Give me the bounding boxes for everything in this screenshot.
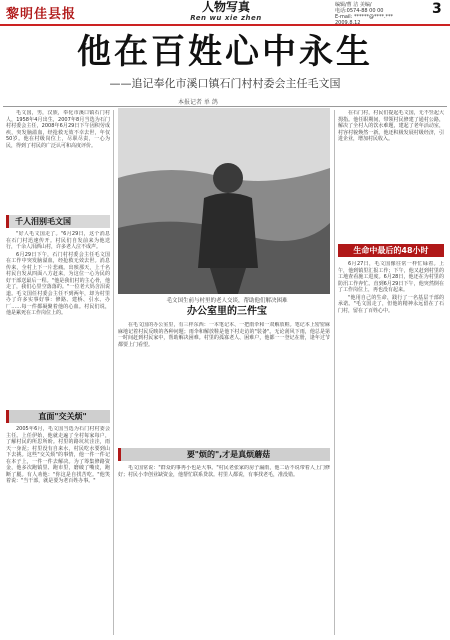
- portrait-photo: [118, 108, 330, 294]
- intro-paragraph: 毛文国，男，汉族，奉化市溪口镇石门村人，1958年4月出生，2007年8月当选为石门村村委会主任，2008年6月29日下午因积劳成疾，突发脑溢血，经抢救无效不幸去世，年仅50岁。他在村级岗位上，尽职尽责，一心为民，得到了村民的广泛认可和高度评价。: [6, 110, 110, 149]
- right-column-text: [338, 110, 444, 240]
- mid-column-text: [118, 322, 330, 442]
- photo-caption: 毛文国生前与村里的老人交谈，帮助他们解决困难: [166, 298, 288, 304]
- column-divider-right: [334, 110, 335, 635]
- left-paragraph-2: 2005年6月，毛文国当选为石门村村委会主任。上任伊始，他就走遍了全村每家每户，了解村民的所思所盼。村里的路坑坑洼洼，雨天一身泥；村里没有自来水，村民吃水要到山下去挑。这些"交关烦"的事情，他一件一件记在本子上，一件一件去解决。为了筹集修路资金，他多次跑镇里、跑市里，磨破了嘴皮，跑断了腿。有人劝他："你这是自找苦吃。"他笑着说："当干部，就是要为老百姓办事。": [6, 426, 110, 484]
- article-subhead: ——追记奉化市溪口镇石门村村委会主任毛文国: [109, 77, 341, 90]
- article-byline: 本报记者 单 鸽: [178, 99, 218, 106]
- section-title: [180, 1, 272, 23]
- issue-date: 2009.8.12: [335, 20, 361, 26]
- mid-paragraph-1: 在毛文国的办公室里，有三样东西：一本笔记本、一把雨伞和一双解放鞋。笔记本上密密麻麻地记着村民反映的各种问题；雨伞和解放鞋是他下村走访的"装备"。无论刮风下雨，他总是第一时间赶到村民家中，帮助解决困难。村里的孤寡老人、困难户，他都一一登记在册，逢年过节都要上门看望。: [118, 322, 330, 348]
- right-column-text-2: [338, 261, 444, 635]
- left-column-text: [6, 231, 110, 406]
- section-heading-left: 千人泪别毛文国: [6, 215, 110, 228]
- page-number: 3: [432, 1, 442, 17]
- editor-line: 编辑/曹 洁 美编/: [335, 2, 372, 8]
- section-title-en: Ren wu xie zhen: [190, 14, 262, 22]
- section-heading-mid-2: 要"烦的",才是真烦蘑菇: [118, 448, 330, 461]
- right-paragraph-3: "他用自己的生命，践行了一名基层干部的承诺。"毛文国走了，但他的精神永远留在了石门村，留在了百姓心中。: [338, 294, 444, 314]
- right-paragraph-2: 6月27日，毛文国像往常一样忙碌着。上午，他到镇里汇报工作；下午，他又赶到村里的工地查看施工进度。6月28日，他还在为村里的防汛工作奔忙。直到6月29日下午，他突然倒在了工作岗位上，再也没有起来。: [338, 261, 444, 293]
- divider: [3, 106, 447, 107]
- section-heading-mid: 办公室里的三件宝: [187, 306, 267, 317]
- masthead: [0, 0, 450, 26]
- section-heading-right: 生命中最后的48小时: [338, 244, 444, 257]
- article-headline: 他在百姓心中永生: [77, 32, 373, 72]
- email-line: E-mail: ******@****.***: [335, 14, 394, 20]
- right-paragraph-1: 在石门村，村民们提起毛文国，无不竖起大拇指。他任职期间，带领村民修建了通村公路，解决了全村人的饮水难题，建起了老年活动室，村容村貌焕然一新。他还积极发展村级经济，引进企业，增加村民收入。: [338, 110, 444, 142]
- mid-paragraph-2: 毛文国常说："群众的事再小也是大事。"村民老张家的房子漏雨，他二话不说带着人上门修好；村民小李创业缺资金，他帮忙联系贷款。村里人都说，有事找老毛，准没错。: [118, 465, 330, 478]
- column-divider: [113, 110, 114, 635]
- newspaper-logo: 黎明佳县报: [6, 7, 77, 22]
- page-meta: [335, 2, 430, 26]
- mid-column-text-2: [118, 465, 330, 635]
- left-column-text-2: [6, 426, 110, 634]
- section-title-cn: 人物写真: [201, 0, 250, 14]
- left-paragraph-1: 6月29日下午，石门村村委会主任毛文国在工作中突发脑溢血，经抢救无效去世。消息传来，全村上下一片悲痛。出殡那天，上千名村民自发从四面八方赶来，为这位一心为民的好干部送最后一程。"他是我们村的主心骨，他走了，我们心里空落落的。"一位老大妈含泪说道。毛文国任村委会主任不到两年，却为村里办了许多实事好事：修路、建桥、引水、办厂……每一件都凝聚着他的心血。村民们说，他是累死在工作岗位上的。: [6, 251, 110, 316]
- intro-text: [6, 110, 110, 156]
- left-paragraph-quote: "好人毛文国走了。"6月29日，这个消息在石门村迅速传开。村民们自发前来为他送行，千余人泪洒山村，许多老人泣不成声。: [6, 231, 110, 250]
- section-heading-left-2: 直面"交关烦": [6, 410, 110, 423]
- phone-line: 电话:0574-88 00 00: [335, 8, 384, 14]
- photo-illustration: [118, 108, 330, 294]
